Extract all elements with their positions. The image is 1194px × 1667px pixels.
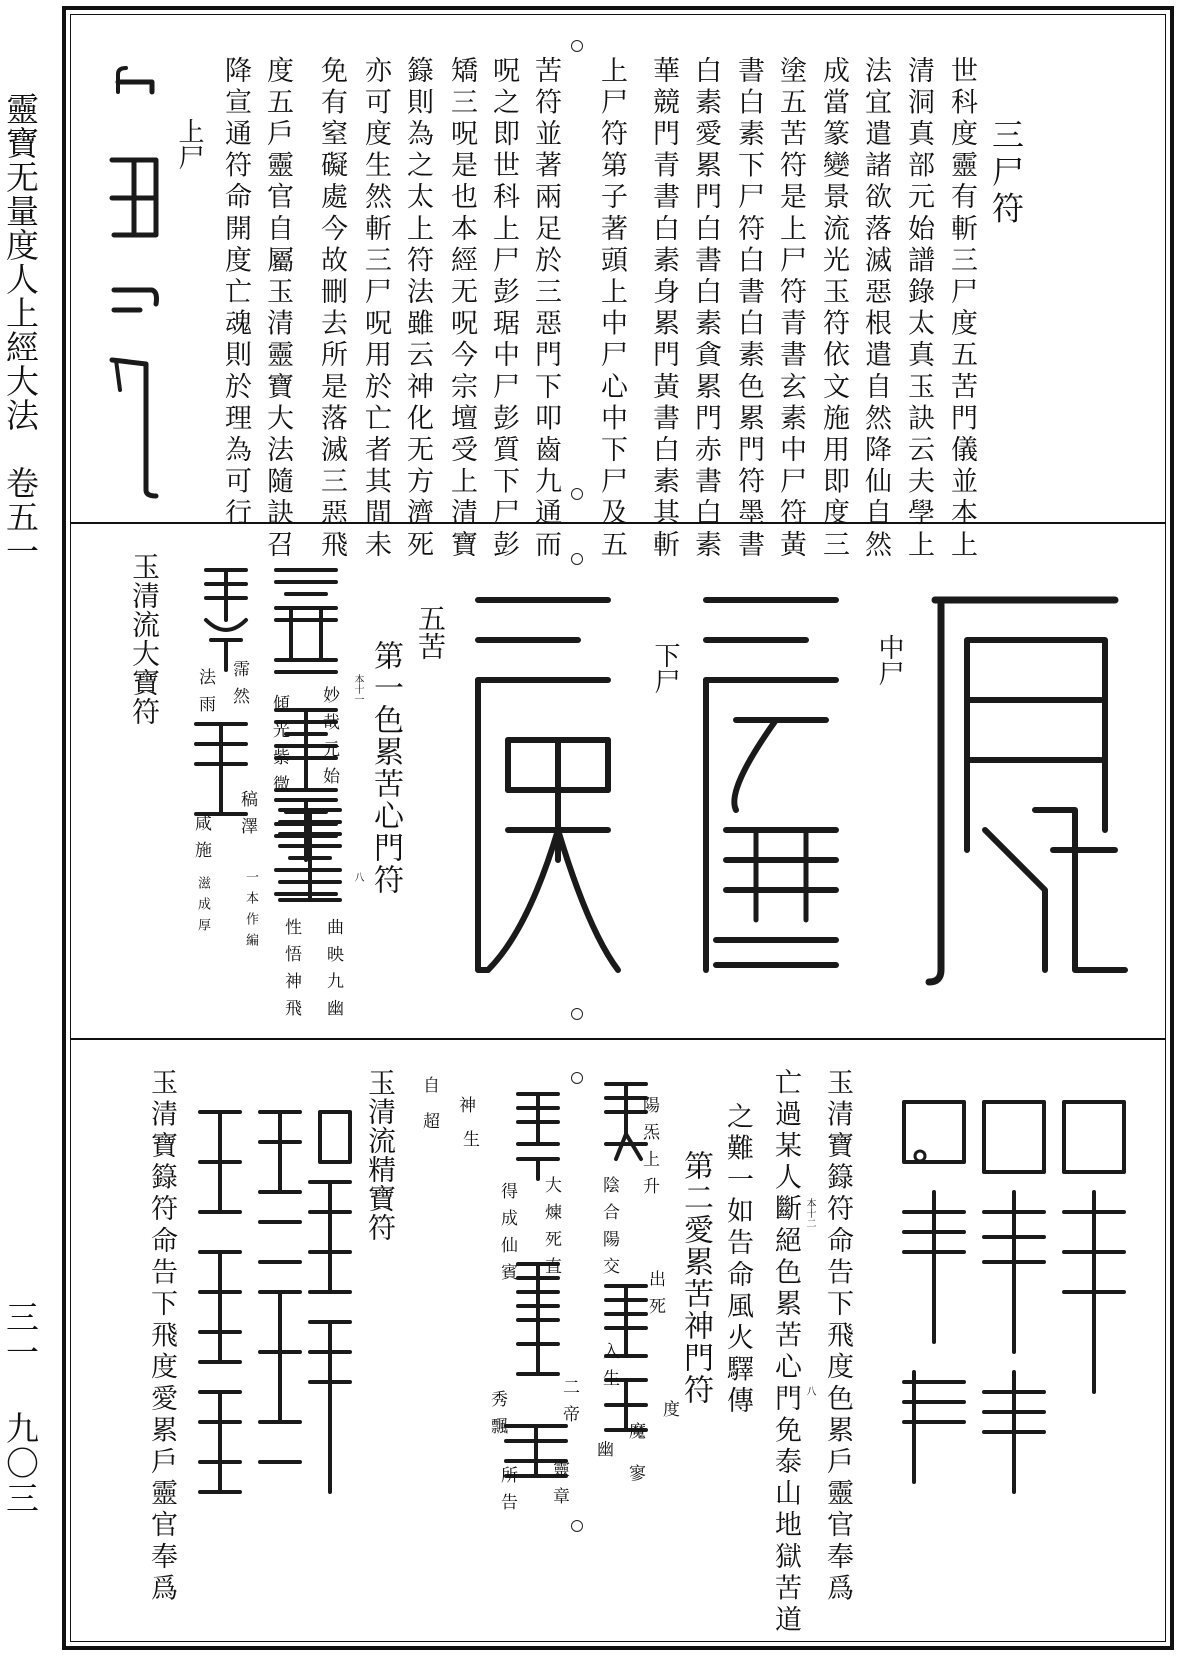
verse-text: 曲映九幽 [323, 918, 343, 1026]
verse-text: 秀飄 [487, 1390, 507, 1444]
lower-corpse-label: 下尸 [650, 642, 680, 694]
text-column: 法宜遣諸欲落滅惡根遣自然降仙自然 [860, 56, 891, 562]
five-bitters-label: 五苦 [414, 604, 447, 660]
binding-dot [571, 40, 583, 52]
binding-dot [571, 1520, 583, 1532]
verse-text: 神 [455, 1096, 475, 1123]
verse-text: 傾光紫微 [269, 694, 289, 802]
text-column: 免有窒礙處今故刪去所是落滅三惡飛 [316, 56, 347, 562]
text-column: 上尸符第子著頭上中尸心中下尸及五 [596, 56, 627, 562]
binding-dot [571, 1072, 583, 1084]
verse-text: 陰合陽交 [599, 1176, 619, 1284]
verse-text: 入生 [599, 1342, 619, 1396]
text-column: 華競門青書白素身累門黃書白素其斬 [648, 56, 679, 562]
talisman-title: 第二愛累苦神門符 [678, 1150, 713, 1406]
text-column: 籙則為之太上符法雖云神化无方濟死 [402, 56, 433, 562]
seal-name: 玉清流大寶符 [128, 552, 161, 726]
verse-text: 魔 [625, 1422, 645, 1449]
verse-text: 性悟神飛 [281, 918, 301, 1026]
text-column: 之難一如告命風火驛傳 [722, 1102, 753, 1418]
verse-text: 寥 [625, 1464, 645, 1491]
verse-text: 得成仙賓 [497, 1182, 517, 1290]
text-column: 三尸符 [987, 118, 1025, 228]
annotation: 本十二 [804, 1198, 815, 1228]
panel-divider-bottom [70, 1038, 1166, 1040]
annotation: 八 [804, 1386, 815, 1396]
verse-text: 大煉死直 [541, 1176, 561, 1284]
verse-text: 滋成厚 [195, 876, 210, 939]
text-column: 塗五苦符是上尸符青書玄素中尸符黃 [775, 56, 806, 562]
text-column: 玉清寶籙符命告下飛度愛累戶靈官奉爲 [146, 1068, 177, 1606]
text-column: 書白素下尸符白書白素色累門符墨書 [733, 56, 764, 562]
text-column: 亦可度生然斬三尸呪用於亡者其間未 [360, 56, 391, 562]
text-column: 亡過某人斷絕色累苦心門免泰山地獄苦道 [770, 1068, 801, 1637]
upper-corpse-talisman [100, 60, 170, 500]
text-column: 矯三呪是也本經无呪今宗壇受上清寶 [446, 56, 477, 562]
seal-script-glyph [270, 800, 350, 920]
middle-corpse-label: 中尸 [874, 634, 904, 686]
verse-text: 稿澤 [237, 790, 257, 844]
book-title: 靈寶无量度人上經大法 卷五一 [1, 92, 40, 568]
binding-dot [571, 488, 583, 500]
binding-dot [571, 553, 583, 565]
talisman-glyphs-block [874, 1092, 1134, 1502]
text-column: 降宣通符命開度亡魂則於理為可行 [220, 56, 251, 530]
binding-dot [571, 1008, 583, 1020]
verse-text: 生 [459, 1130, 479, 1157]
lower-corpse-talisman [696, 590, 846, 990]
verse-text: 霈然 [229, 660, 249, 714]
text-column: 苦符並著兩足於三惡門下叩齒九通而 [530, 56, 561, 562]
text-column: 玉清寶籙符命告下飛度色累戶靈官奉爲 [822, 1068, 853, 1606]
verse-text: 所告 [497, 1466, 517, 1520]
talisman-title: 第一色累苦心門符 [368, 640, 403, 896]
seal-script-glyph [508, 1084, 568, 1184]
page-number: 三一 九〇三 [1, 1300, 40, 1516]
annotation: 八 [352, 872, 363, 882]
lower-corpse-talisman-b [468, 590, 618, 990]
text-column: 世科度靈有斬三尸度五苦門儀並本上 [946, 56, 977, 562]
seal-name: 玉清流精寶符 [364, 1068, 397, 1242]
verse-text: 二帝 [559, 1378, 579, 1432]
verse-text: 靈章 [549, 1460, 569, 1514]
text-column: 呪之即世科上尸彭琚中尸彭質下尸彭 [488, 56, 519, 562]
verse-text: 幽 [593, 1440, 613, 1467]
text-column: 成當篆變景流光玉符依文施用即度三 [818, 56, 849, 562]
annotation: 本十一 [352, 674, 363, 704]
upper-corpse-label: 上尸 [174, 118, 204, 170]
verse-text: 超 [419, 1112, 439, 1139]
text-column: 白素愛累門白書白素貪累門赤書白素 [690, 56, 721, 562]
talisman-glyphs-block [190, 1092, 360, 1512]
verse-text: 一本作編 [243, 870, 258, 954]
text-column: 清洞真部元始譜錄太真玉訣云夫學上 [903, 56, 934, 562]
verse-text: 咸施 [191, 814, 211, 868]
verse-text: 陽炁上升 [639, 1096, 659, 1204]
verse-text: 度 [659, 1400, 679, 1427]
text-column: 度五戶靈官自屬玉清靈寶大法隨訣召 [262, 56, 293, 562]
verse-text: 法雨 [195, 668, 215, 722]
verse-text: 妙哉元始 [319, 686, 339, 794]
verse-text: 自 [419, 1076, 439, 1103]
middle-corpse-talisman [925, 590, 1135, 990]
verse-text: 出死 [645, 1270, 665, 1324]
